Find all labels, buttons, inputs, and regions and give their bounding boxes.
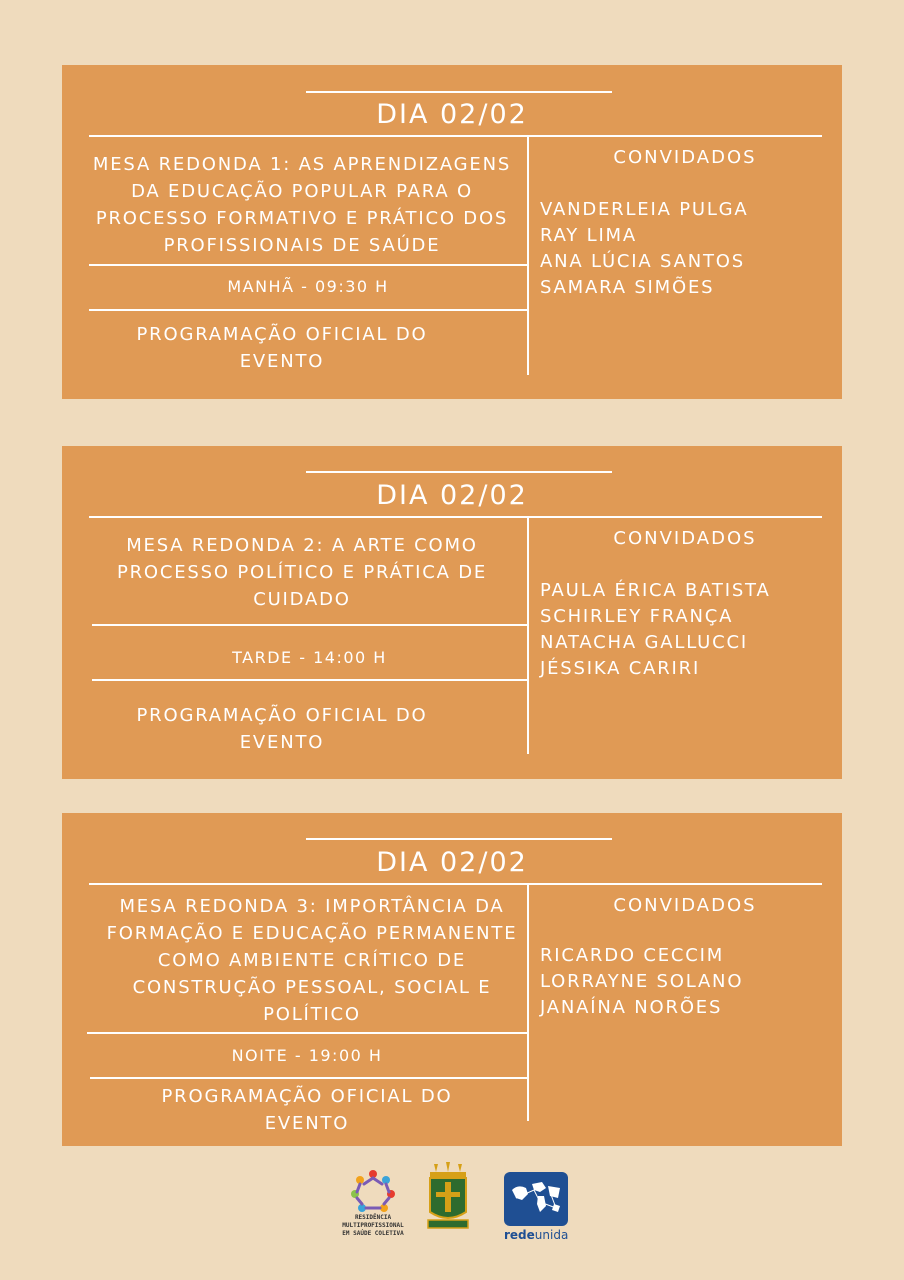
session-time: TARDE - 14:00 H	[232, 648, 387, 667]
guest-name: RAY LIMA	[540, 225, 637, 246]
rede-unida-logo	[504, 1172, 570, 1242]
guests-title: CONVIDADOS	[613, 895, 757, 916]
time-rule	[90, 1077, 527, 1079]
top-rule	[306, 838, 612, 840]
university-crest-icon	[426, 1162, 470, 1234]
column-divider	[527, 137, 529, 375]
top-rule	[306, 91, 612, 93]
header-rule	[89, 516, 822, 518]
session-title: MESA REDONDA 3: IMPORTÂNCIA DA FORMAÇÃO E EDUCAÇÃO PERMANENTE COMO AMBIENTE CRÍTICO DE CONSTRUÇÃO PESSOAL, SOCIAL E POLÍTICO	[106, 896, 518, 1025]
program-note: PROGRAMAÇÃO OFICIAL DO EVENTO	[136, 324, 428, 372]
guest-name: JÉSSIKA CARIRI	[540, 658, 701, 679]
session-time: MANHÃ - 09:30 H	[227, 277, 389, 296]
rede-unida-text	[504, 1228, 568, 1242]
footer-logos	[0, 1160, 904, 1270]
guest-name: NATACHA GALLUCCI	[540, 632, 748, 653]
top-rule	[306, 471, 612, 473]
guest-name: SAMARA SIMÕES	[540, 277, 715, 298]
header-rule	[89, 883, 822, 885]
people-circle-icon	[338, 1168, 408, 1216]
session-title: MESA REDONDA 1: AS APRENDIZAGENS DA EDUCAÇÃO POPULAR PARA O PROCESSO FORMATIVO E PRÁTICO DOS PROFISSIONAIS DE SAÚDE	[92, 154, 512, 256]
time-rule	[92, 679, 527, 681]
rede-text: rede	[504, 1228, 535, 1242]
guest-name: RICARDO CECCIM	[540, 945, 725, 966]
guests-list	[540, 197, 749, 301]
unida-text: unida	[534, 1228, 569, 1242]
world-map-icon	[504, 1172, 568, 1226]
session-rule	[87, 1032, 527, 1034]
guest-name: JANAÍNA NORÕES	[540, 997, 723, 1018]
header-rule	[89, 135, 822, 137]
residencia-logo	[338, 1168, 408, 1258]
program-note: PROGRAMAÇÃO OFICIAL DO EVENTO	[136, 705, 428, 753]
day-title: DIA 02/02	[376, 480, 528, 511]
program-note: PROGRAMAÇÃO OFICIAL DO EVENTO	[161, 1086, 453, 1134]
day-title: DIA 02/02	[376, 847, 528, 878]
university-crest	[426, 1162, 470, 1234]
guest-name: VANDERLEIA PULGA	[540, 199, 749, 220]
session-rule	[89, 264, 527, 266]
guests-title: CONVIDADOS	[613, 528, 757, 549]
guest-name: PAULA ÉRICA BATISTA	[540, 580, 771, 601]
day-title: DIA 02/02	[376, 99, 528, 130]
guest-name: ANA LÚCIA SANTOS	[540, 251, 745, 272]
residencia-logo-text: RESIDÊNCIA MULTIPROFISSIONAL EM SAÚDE COLETIVA	[342, 1214, 404, 1237]
schedule-card-2	[62, 446, 842, 779]
session-title: MESA REDONDA 2: A ARTE COMO PROCESSO POLÍTICO E PRÁTICA DE CUIDADO	[116, 535, 488, 610]
schedule-card-3	[62, 813, 842, 1146]
guests-list	[540, 578, 771, 682]
session-time: NOITE - 19:00 H	[231, 1046, 383, 1065]
column-divider	[527, 518, 529, 754]
column-divider	[527, 885, 529, 1121]
guest-name: LORRAYNE SOLANO	[540, 971, 744, 992]
schedule-card-1	[62, 65, 842, 399]
guest-name: SCHIRLEY FRANÇA	[540, 606, 734, 627]
time-rule	[89, 309, 527, 311]
session-rule	[92, 624, 527, 626]
guests-title: CONVIDADOS	[613, 147, 757, 168]
guests-list	[540, 943, 743, 1021]
